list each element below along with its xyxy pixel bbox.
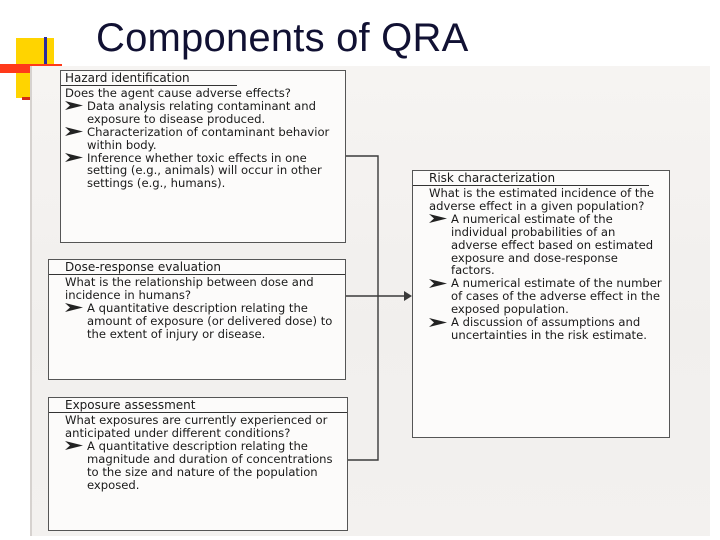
hazard-bullet <box>65 152 341 191</box>
slide-title: Components of QRA <box>96 16 469 60</box>
connector-exposure <box>348 296 378 460</box>
bullet-arrow-icon <box>65 302 87 314</box>
risk-bullet-text: A numerical estimate of the individual probabilities of an adverse effect based on estimated exposure and dose-response factors. <box>451 211 654 278</box>
exposure-question: What exposures are currently experienced or anticipated under different conditions? <box>65 413 328 440</box>
dose-response-header: Dose-response evaluation <box>49 260 345 275</box>
hazard-bullet <box>65 100 341 126</box>
dose-response-bullet-text: A quantitative description relating the amount of exposure (or delivered dose) to the extent of injury or disease. <box>87 300 333 341</box>
connector-hazard <box>346 156 378 296</box>
hazard-bullet-text: Data analysis relating contaminant and exposure to disease produced. <box>87 98 316 126</box>
bullet-arrow-icon <box>65 100 87 112</box>
hazard-identification-box <box>60 70 346 243</box>
risk-header: Risk characterization <box>413 171 649 186</box>
arrow-head-icon <box>404 291 412 301</box>
exposure-header: Exposure assessment <box>49 398 347 413</box>
exposure-bullet <box>65 440 343 492</box>
bullet-arrow-icon <box>65 126 87 138</box>
hazard-header: Hazard identification <box>61 71 237 86</box>
hazard-bullet-text: Inference whether toxic effects in one setting (e.g., animals) will occur in other settings (e.g., humans). <box>87 150 322 191</box>
risk-bullet <box>429 316 665 342</box>
exposure-body <box>49 413 347 491</box>
bullet-arrow-icon <box>429 213 451 225</box>
bullet-arrow-icon <box>429 277 451 289</box>
bullet-arrow-icon <box>429 316 451 328</box>
hazard-question: Does the agent cause adverse effects? <box>65 86 291 100</box>
exposure-bullet-text: A quantitative description relating the magnitude and duration of concentrations to the size and nature of the population exposed. <box>87 438 333 492</box>
risk-body <box>413 186 669 342</box>
risk-bullet <box>429 213 665 278</box>
risk-bullet-text: A discussion of assumptions and uncertainties in the risk estimate. <box>451 315 647 342</box>
risk-characterization-box <box>412 170 670 438</box>
bullet-arrow-icon <box>65 152 87 164</box>
risk-bullet <box>429 277 665 316</box>
dose-response-bullet <box>65 302 341 341</box>
dose-response-body <box>49 275 345 341</box>
exposure-assessment-box <box>48 397 348 531</box>
dose-response-box <box>48 259 346 380</box>
hazard-bullet <box>65 126 341 152</box>
risk-question: What is the estimated incidence of the adverse effect in a given population? <box>429 186 654 213</box>
hazard-body <box>61 86 345 190</box>
hazard-bullet-text: Characterization of contaminant behavior within body. <box>87 124 330 152</box>
dose-response-question: What is the relationship between dose and incidence in humans? <box>65 275 314 302</box>
bullet-arrow-icon <box>65 440 87 452</box>
risk-bullet-text: A numerical estimate of the number of cases of the adverse effect in the exposed population. <box>451 276 662 317</box>
